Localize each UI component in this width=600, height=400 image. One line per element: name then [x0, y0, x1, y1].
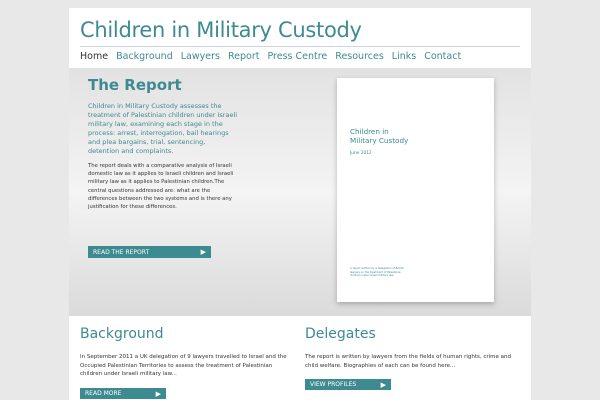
arrow-right-icon: ▶	[200, 248, 206, 256]
cover-date: June 2012	[350, 151, 372, 156]
view-profiles-button[interactable]	[305, 379, 391, 390]
background-heading: Background	[80, 326, 164, 342]
hero-lead-text: Children in Military Custody assesses the treatment of Palestinian children under Israeli military law, examining each stage in the process: arrest, interrogation, bail hearings and plea bargains, trial, sentencing, detention and complaints.	[88, 102, 238, 156]
cover-title	[350, 128, 430, 145]
nav-item-links[interactable]: Links	[391, 51, 417, 62]
hero-title: The Report	[88, 76, 182, 94]
main-nav	[80, 51, 461, 62]
cover-title-line1: Children in	[350, 127, 389, 136]
read-more-label: READ MORE	[85, 390, 122, 397]
hero-body-text: The report deals with a comparative analysis of Israeli domestic law as it applies to Israeli children and Israeli military law as it applies to Palestinian children.The central questions addressed are: what are the differences between the two systems and is there any justification for these differences.	[88, 163, 234, 211]
cover-title-line2: Military Custody	[350, 135, 409, 145]
nav-item-background[interactable]: Background	[116, 51, 173, 62]
read-report-label: READ THE REPORT	[93, 248, 150, 256]
page-container	[69, 8, 531, 400]
delegates-text: The report is written by lawyers from the fields of human rights, crime and child welfare. Biographies of each can be found here...	[305, 354, 512, 369]
background-text: In September 2011 a UK delegation of 9 lawyers travelled to Israel and the Occupied Palestinian Territories to assess the treatment of Palestinian children under Israeli military law...	[80, 354, 287, 378]
nav-item-resources[interactable]: Resources	[335, 51, 384, 62]
nav-item-lawyers[interactable]: Lawyers	[180, 51, 220, 62]
read-more-button[interactable]	[80, 388, 166, 399]
arrow-right-icon: ▶	[155, 389, 161, 398]
read-report-button[interactable]	[88, 246, 211, 258]
title-divider	[80, 46, 520, 47]
report-cover-image[interactable]	[337, 78, 494, 302]
arrow-right-icon: ▶	[380, 380, 386, 389]
delegates-heading: Delegates	[305, 326, 376, 342]
nav-item-contact[interactable]: Contact	[424, 51, 462, 62]
cover-note: A report written by a delegation of British lawyers on the treatment of Palestinian children under Israeli military law	[350, 267, 404, 277]
report-hero	[69, 68, 531, 316]
nav-item-report[interactable]: Report	[227, 51, 260, 62]
nav-item-home[interactable]: Home	[80, 51, 109, 62]
nav-item-press-centre[interactable]: Press Centre	[267, 51, 328, 62]
site-title[interactable]: Children in Military Custody	[80, 18, 362, 42]
view-profiles-label: VIEW PROFILES	[310, 381, 357, 388]
